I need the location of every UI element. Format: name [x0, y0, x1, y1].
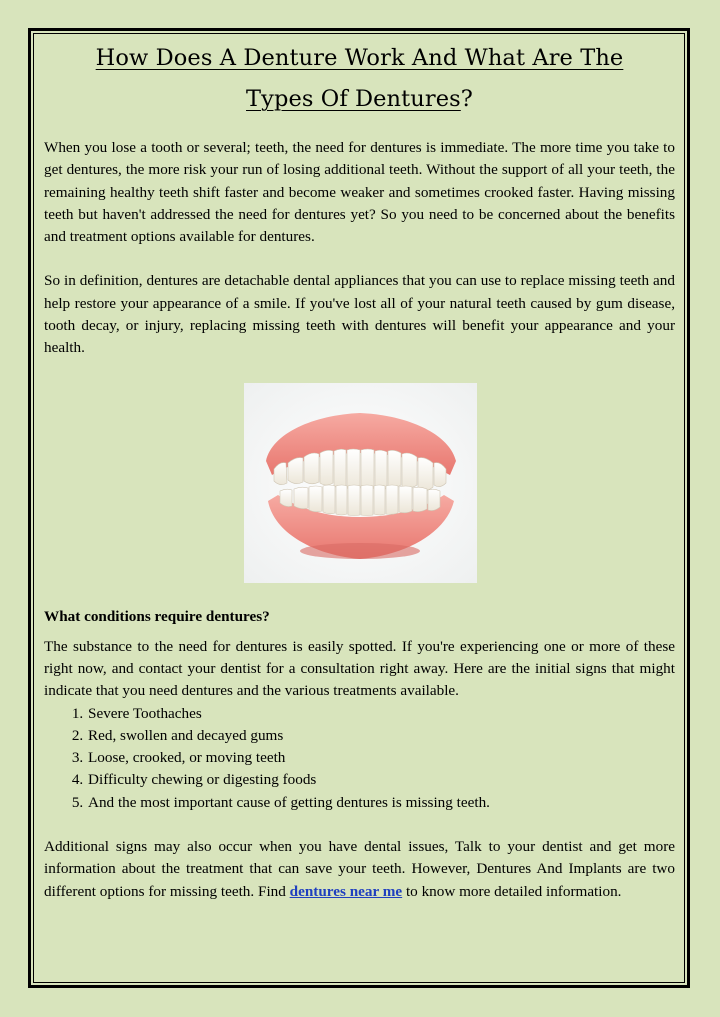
- article: [44, 38, 675, 903]
- title-question-mark: ?: [460, 86, 473, 112]
- conditions-subheading: What conditions require dentures?: [44, 607, 270, 625]
- list-item: 3. Loose, crooked, or moving teeth: [87, 747, 675, 769]
- article-title: [44, 38, 675, 120]
- closing-paragraph: [44, 836, 675, 903]
- title-line-2: Types Of Dentures: [246, 86, 461, 112]
- dentures-near-me-link[interactable]: dentures near me: [289, 882, 403, 900]
- list-item: 4. Difficulty chewing or digesting foods: [87, 769, 675, 791]
- list-item: 2. Red, swollen and decayed gums: [87, 725, 675, 747]
- signs-list: [44, 703, 675, 814]
- signs-intro-paragraph: The substance to the need for dentures is easily spotted. If you're experiencing one or more of these right now, and contact your dentist for a consultation right away. Here are the initial signs that might indicate that you need dentures and the various treatments available.: [44, 637, 675, 700]
- list-item: 1. Severe Toothaches: [87, 703, 675, 725]
- denture-image: [244, 383, 477, 583]
- title-line-1: How Does A Denture Work And What Are The: [95, 45, 624, 71]
- list-item: 5. And the most important cause of getting dentures is missing teeth.: [87, 792, 675, 814]
- closing-text-end: to know more detailed information.: [402, 882, 622, 900]
- denture-illustration: [244, 383, 477, 583]
- intro-paragraph: When you lose a tooth or several; teeth, the need for dentures is immediate. The more time you take to get dentures, the more risk your run of losing additional teeth. Without the support of all your teeth, the remaining healthy teeth shift faster and become weaker and sometimes crooked faster. Having missing teeth but haven't addressed the need for dentures yet? So you need to be concerned about the benefits and treatment options available for dentures.: [44, 139, 675, 246]
- closing-text-start: Additional signs may also occur when you have dental issues, Talk to your dentist and get more information about the treatment that can save your teeth. However, Dentures And Implants are two different options for missing teeth. Find: [44, 838, 675, 900]
- definition-paragraph: So in definition, dentures are detachable dental appliances that you can use to replace missing teeth and help restore your appearance of a smile. If you've lost all of your natural teeth caused by gum disease, tooth decay, or injury, replacing missing teeth with dentures will benefit your appearance and your health.: [44, 272, 675, 357]
